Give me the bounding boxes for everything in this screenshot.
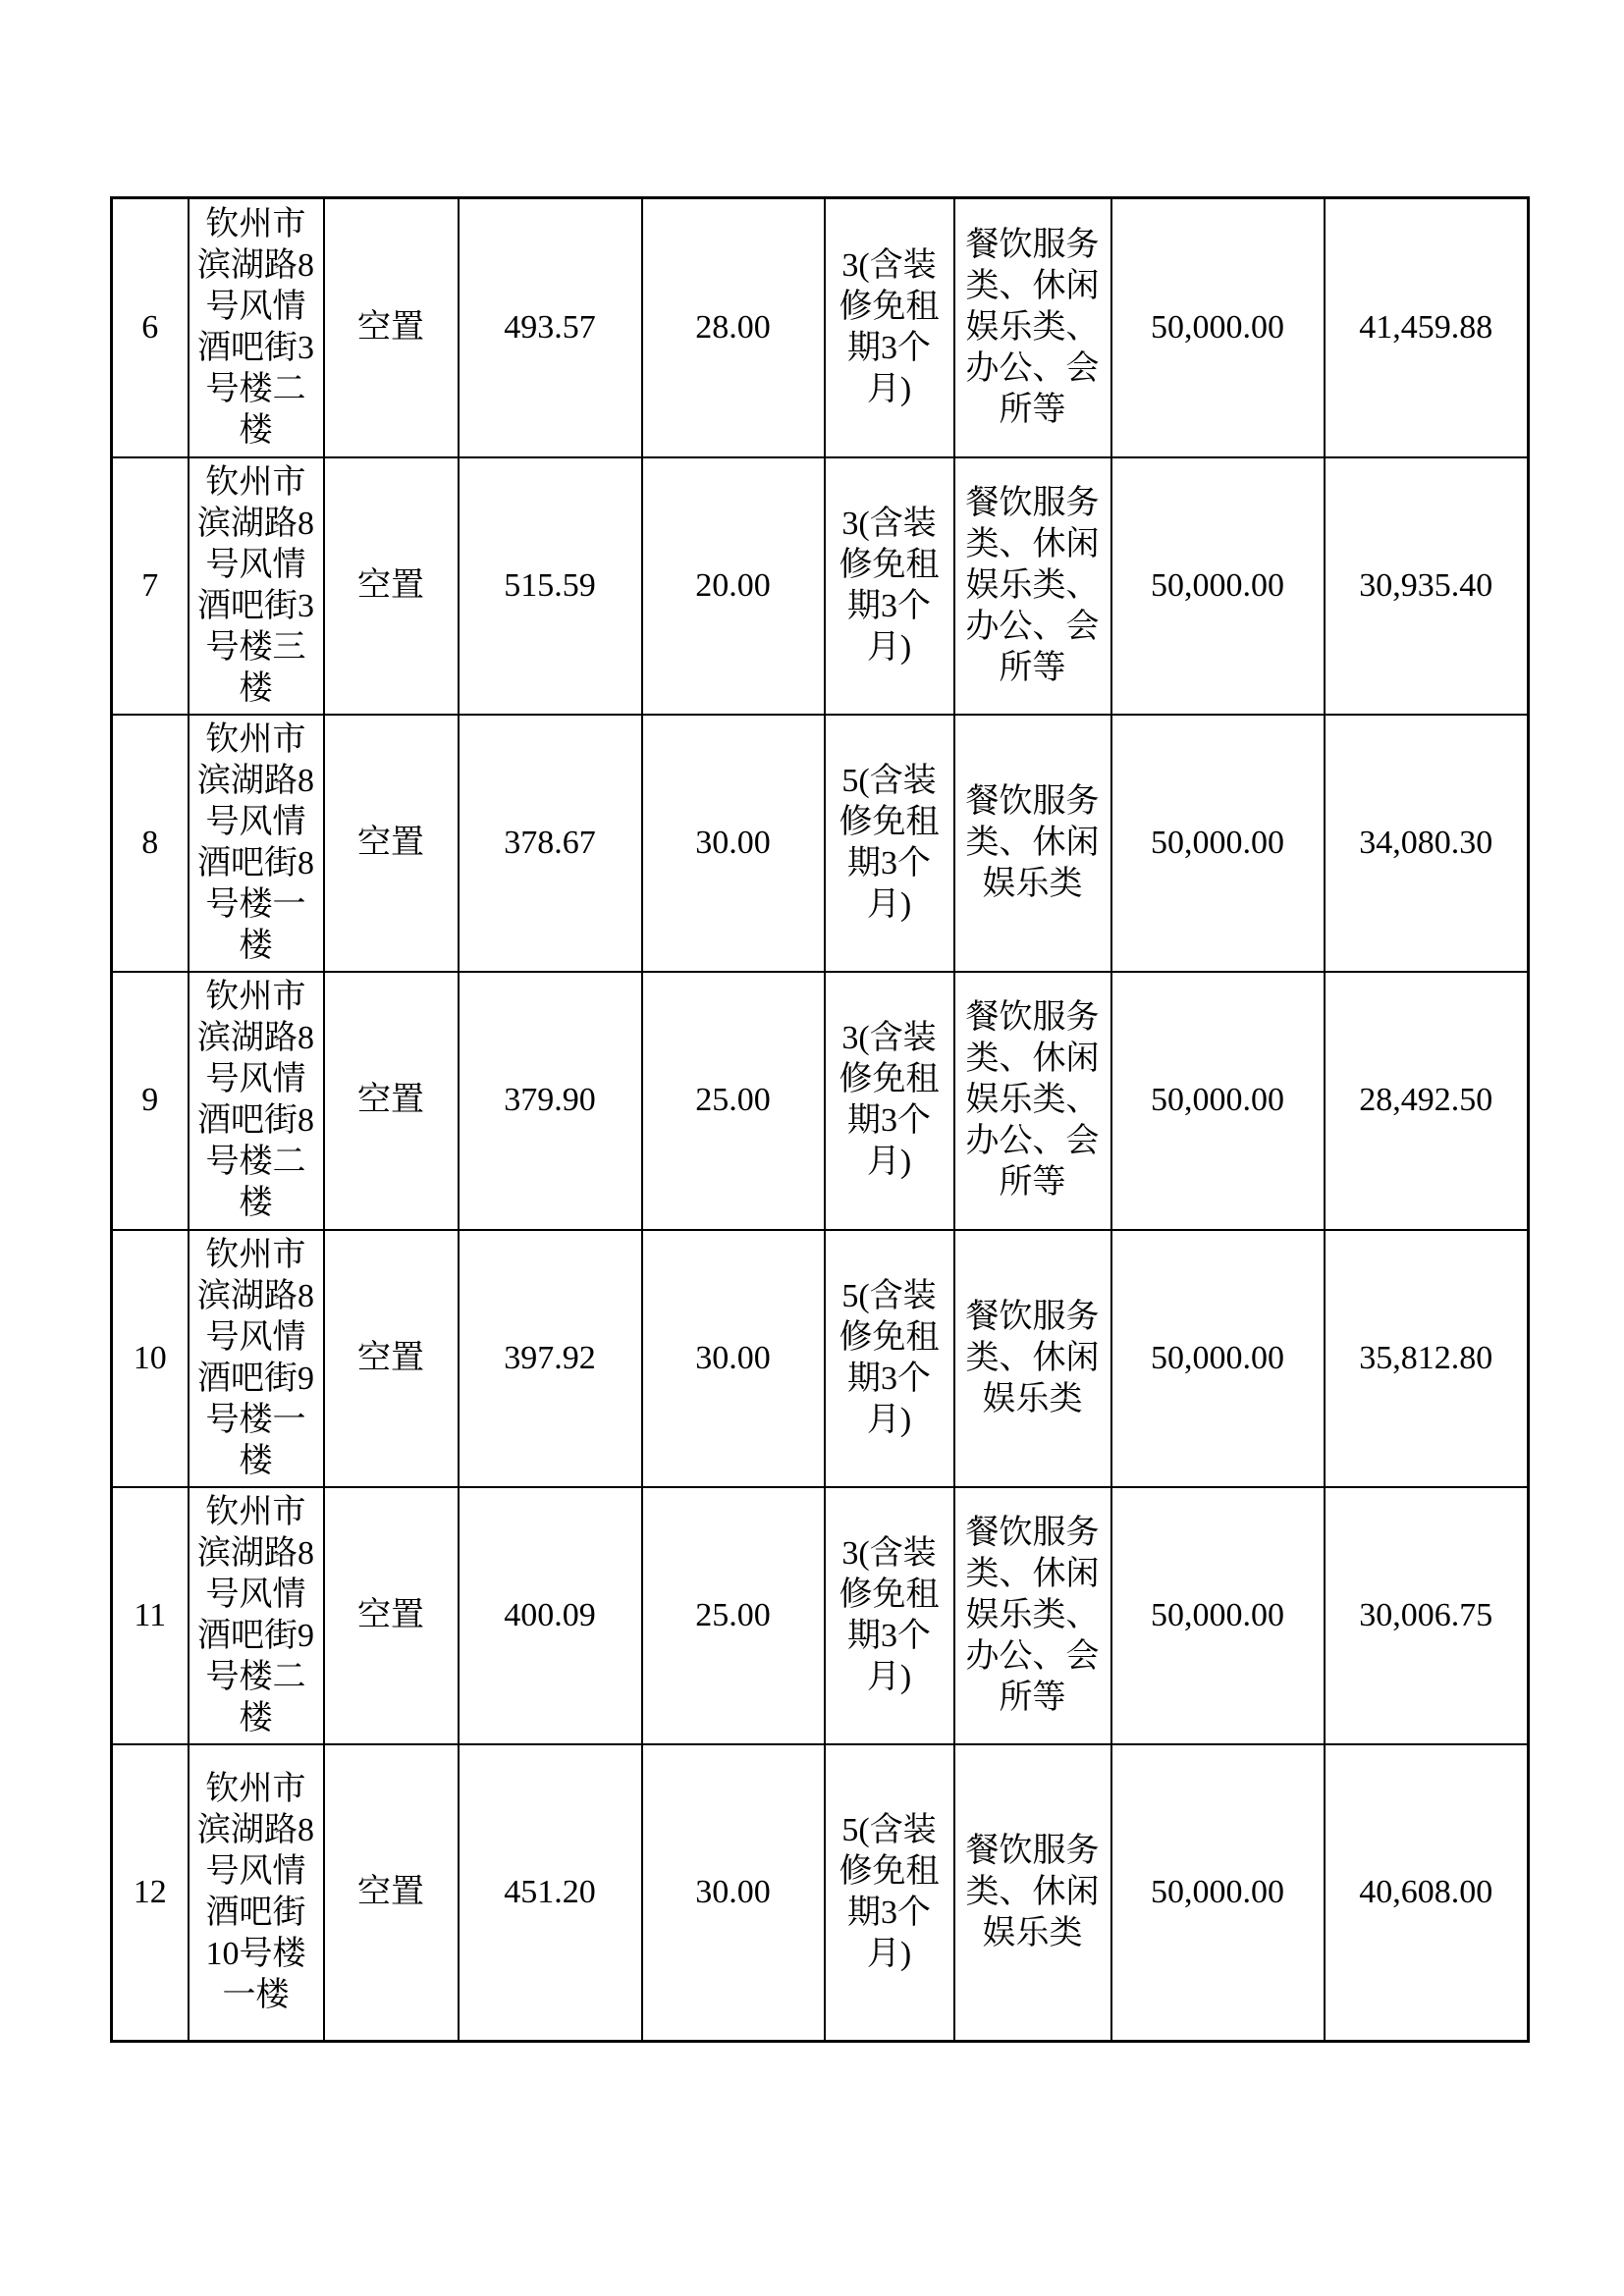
cell-area: 515.59 — [459, 457, 642, 715]
cell-price: 20.00 — [642, 457, 825, 715]
cell-status: 空置 — [324, 1487, 459, 1744]
cell-amount: 41,459.88 — [1325, 198, 1529, 457]
cell-address: 钦州市滨湖路8号风情酒吧街3号楼三楼 — [189, 457, 324, 715]
cell-price: 25.00 — [642, 972, 825, 1230]
cell-price: 30.00 — [642, 715, 825, 972]
table-row — [112, 1487, 1529, 1744]
cell-term: 3(含装修免租期3个月) — [825, 1487, 954, 1744]
cell-address: 钦州市滨湖路8号风情酒吧街3号楼二楼 — [189, 198, 324, 457]
cell-address: 钦州市滨湖路8号风情酒吧街8号楼二楼 — [189, 972, 324, 1230]
lease-listing-table — [110, 196, 1530, 2043]
cell-deposit: 50,000.00 — [1111, 457, 1325, 715]
cell-status: 空置 — [324, 715, 459, 972]
cell-seq: 10 — [112, 1230, 189, 1487]
cell-amount: 34,080.30 — [1325, 715, 1529, 972]
cell-status: 空置 — [324, 198, 459, 457]
table-row — [112, 198, 1529, 457]
cell-seq: 8 — [112, 715, 189, 972]
cell-seq: 11 — [112, 1487, 189, 1744]
cell-amount: 28,492.50 — [1325, 972, 1529, 1230]
cell-area: 379.90 — [459, 972, 642, 1230]
cell-business: 餐饮服务类、休闲娱乐类 — [954, 1744, 1111, 2042]
cell-business: 餐饮服务类、休闲娱乐类、办公、会所等 — [954, 198, 1111, 457]
cell-business: 餐饮服务类、休闲娱乐类 — [954, 1230, 1111, 1487]
cell-area: 397.92 — [459, 1230, 642, 1487]
cell-deposit: 50,000.00 — [1111, 1744, 1325, 2042]
table-row — [112, 457, 1529, 715]
cell-seq: 9 — [112, 972, 189, 1230]
cell-seq: 12 — [112, 1744, 189, 2042]
cell-term: 3(含装修免租期3个月) — [825, 972, 954, 1230]
cell-area: 400.09 — [459, 1487, 642, 1744]
cell-area: 493.57 — [459, 198, 642, 457]
table-row — [112, 972, 1529, 1230]
cell-amount: 30,935.40 — [1325, 457, 1529, 715]
cell-amount: 40,608.00 — [1325, 1744, 1529, 2042]
cell-seq: 7 — [112, 457, 189, 715]
cell-seq: 6 — [112, 198, 189, 457]
cell-term: 3(含装修免租期3个月) — [825, 198, 954, 457]
cell-status: 空置 — [324, 1744, 459, 2042]
cell-amount: 35,812.80 — [1325, 1230, 1529, 1487]
cell-term: 5(含装修免租期3个月) — [825, 715, 954, 972]
cell-price: 30.00 — [642, 1744, 825, 2042]
cell-status: 空置 — [324, 457, 459, 715]
cell-deposit: 50,000.00 — [1111, 715, 1325, 972]
cell-term: 3(含装修免租期3个月) — [825, 457, 954, 715]
table-row — [112, 1230, 1529, 1487]
cell-business: 餐饮服务类、休闲娱乐类、办公、会所等 — [954, 972, 1111, 1230]
cell-price: 28.00 — [642, 198, 825, 457]
cell-area: 378.67 — [459, 715, 642, 972]
cell-business: 餐饮服务类、休闲娱乐类 — [954, 715, 1111, 972]
cell-deposit: 50,000.00 — [1111, 198, 1325, 457]
cell-price: 30.00 — [642, 1230, 825, 1487]
cell-address: 钦州市滨湖路8号风情酒吧街10号楼一楼 — [189, 1744, 324, 2042]
cell-term: 5(含装修免租期3个月) — [825, 1744, 954, 2042]
cell-address: 钦州市滨湖路8号风情酒吧街8号楼一楼 — [189, 715, 324, 972]
cell-status: 空置 — [324, 972, 459, 1230]
cell-status: 空置 — [324, 1230, 459, 1487]
cell-address: 钦州市滨湖路8号风情酒吧街9号楼二楼 — [189, 1487, 324, 1744]
cell-deposit: 50,000.00 — [1111, 1487, 1325, 1744]
table-row — [112, 715, 1529, 972]
table-row — [112, 1744, 1529, 2042]
cell-term: 5(含装修免租期3个月) — [825, 1230, 954, 1487]
cell-amount: 30,006.75 — [1325, 1487, 1529, 1744]
cell-deposit: 50,000.00 — [1111, 972, 1325, 1230]
cell-address: 钦州市滨湖路8号风情酒吧街9号楼一楼 — [189, 1230, 324, 1487]
cell-price: 25.00 — [642, 1487, 825, 1744]
cell-business: 餐饮服务类、休闲娱乐类、办公、会所等 — [954, 457, 1111, 715]
cell-business: 餐饮服务类、休闲娱乐类、办公、会所等 — [954, 1487, 1111, 1744]
cell-deposit: 50,000.00 — [1111, 1230, 1325, 1487]
cell-area: 451.20 — [459, 1744, 642, 2042]
table-body — [112, 198, 1529, 2042]
